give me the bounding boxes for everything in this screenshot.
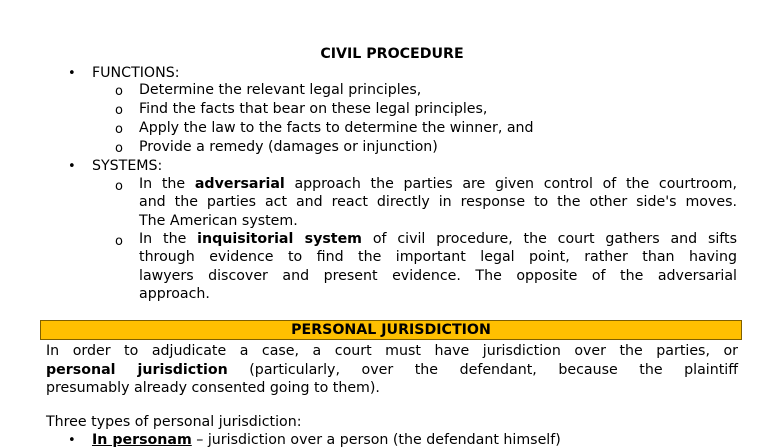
functions-item-2: Find the facts that bear on these legal principles, xyxy=(139,101,488,117)
inquisitorial-line-1: In the inquisitorial system of civil procedure, the court gathers and sifts xyxy=(139,231,738,247)
bullet-icon: • xyxy=(68,66,76,81)
bullet-icon: • xyxy=(68,159,76,174)
functions-label: FUNCTIONS: xyxy=(92,65,180,81)
sub-bullet-icon: o xyxy=(115,234,123,249)
pj-paragraph-line-3: presumably already consented going to them). xyxy=(46,380,380,396)
sub-bullet-icon: o xyxy=(115,179,123,194)
document-title: CIVIL PROCEDURE xyxy=(320,46,464,62)
inquisitorial-line-2: through evidence to find the important legal point, rather than having xyxy=(139,249,737,265)
adversarial-line-2: and the parties act and react directly in response to the other side's moves. xyxy=(139,194,737,210)
types-label: Three types of personal jurisdiction: xyxy=(46,414,302,430)
section-heading-personal-jurisdiction: PERSONAL JURISDICTION xyxy=(40,320,742,340)
pj-paragraph-line-2: personal jurisdiction (particularly, over the defendant, because the plaintiff xyxy=(46,362,738,378)
pj-paragraph-line-1: In order to adjudicate a case, a court must have jurisdiction over the parties, or xyxy=(46,343,738,359)
inquisitorial-line-4: approach. xyxy=(139,286,210,302)
sub-bullet-icon: o xyxy=(115,141,123,156)
bullet-icon: • xyxy=(68,433,76,448)
adversarial-line-3: The American system. xyxy=(139,213,298,229)
type-in-personam: In personam – jurisdiction over a person (the defendant himself) xyxy=(92,432,561,448)
functions-item-3: Apply the law to the facts to determine the winner, and xyxy=(139,120,534,136)
systems-label: SYSTEMS: xyxy=(92,158,163,174)
inquisitorial-line-3: lawyers discover and present evidence. The opposite of the adversarial xyxy=(139,268,737,284)
adversarial-line-1: In the adversarial approach the parties are given control of the courtroom, xyxy=(139,176,737,192)
sub-bullet-icon: o xyxy=(115,122,123,137)
functions-item-4: Provide a remedy (damages or injunction) xyxy=(139,139,438,155)
sub-bullet-icon: o xyxy=(115,84,123,99)
sub-bullet-icon: o xyxy=(115,103,123,118)
functions-item-1: Determine the relevant legal principles, xyxy=(139,82,422,98)
